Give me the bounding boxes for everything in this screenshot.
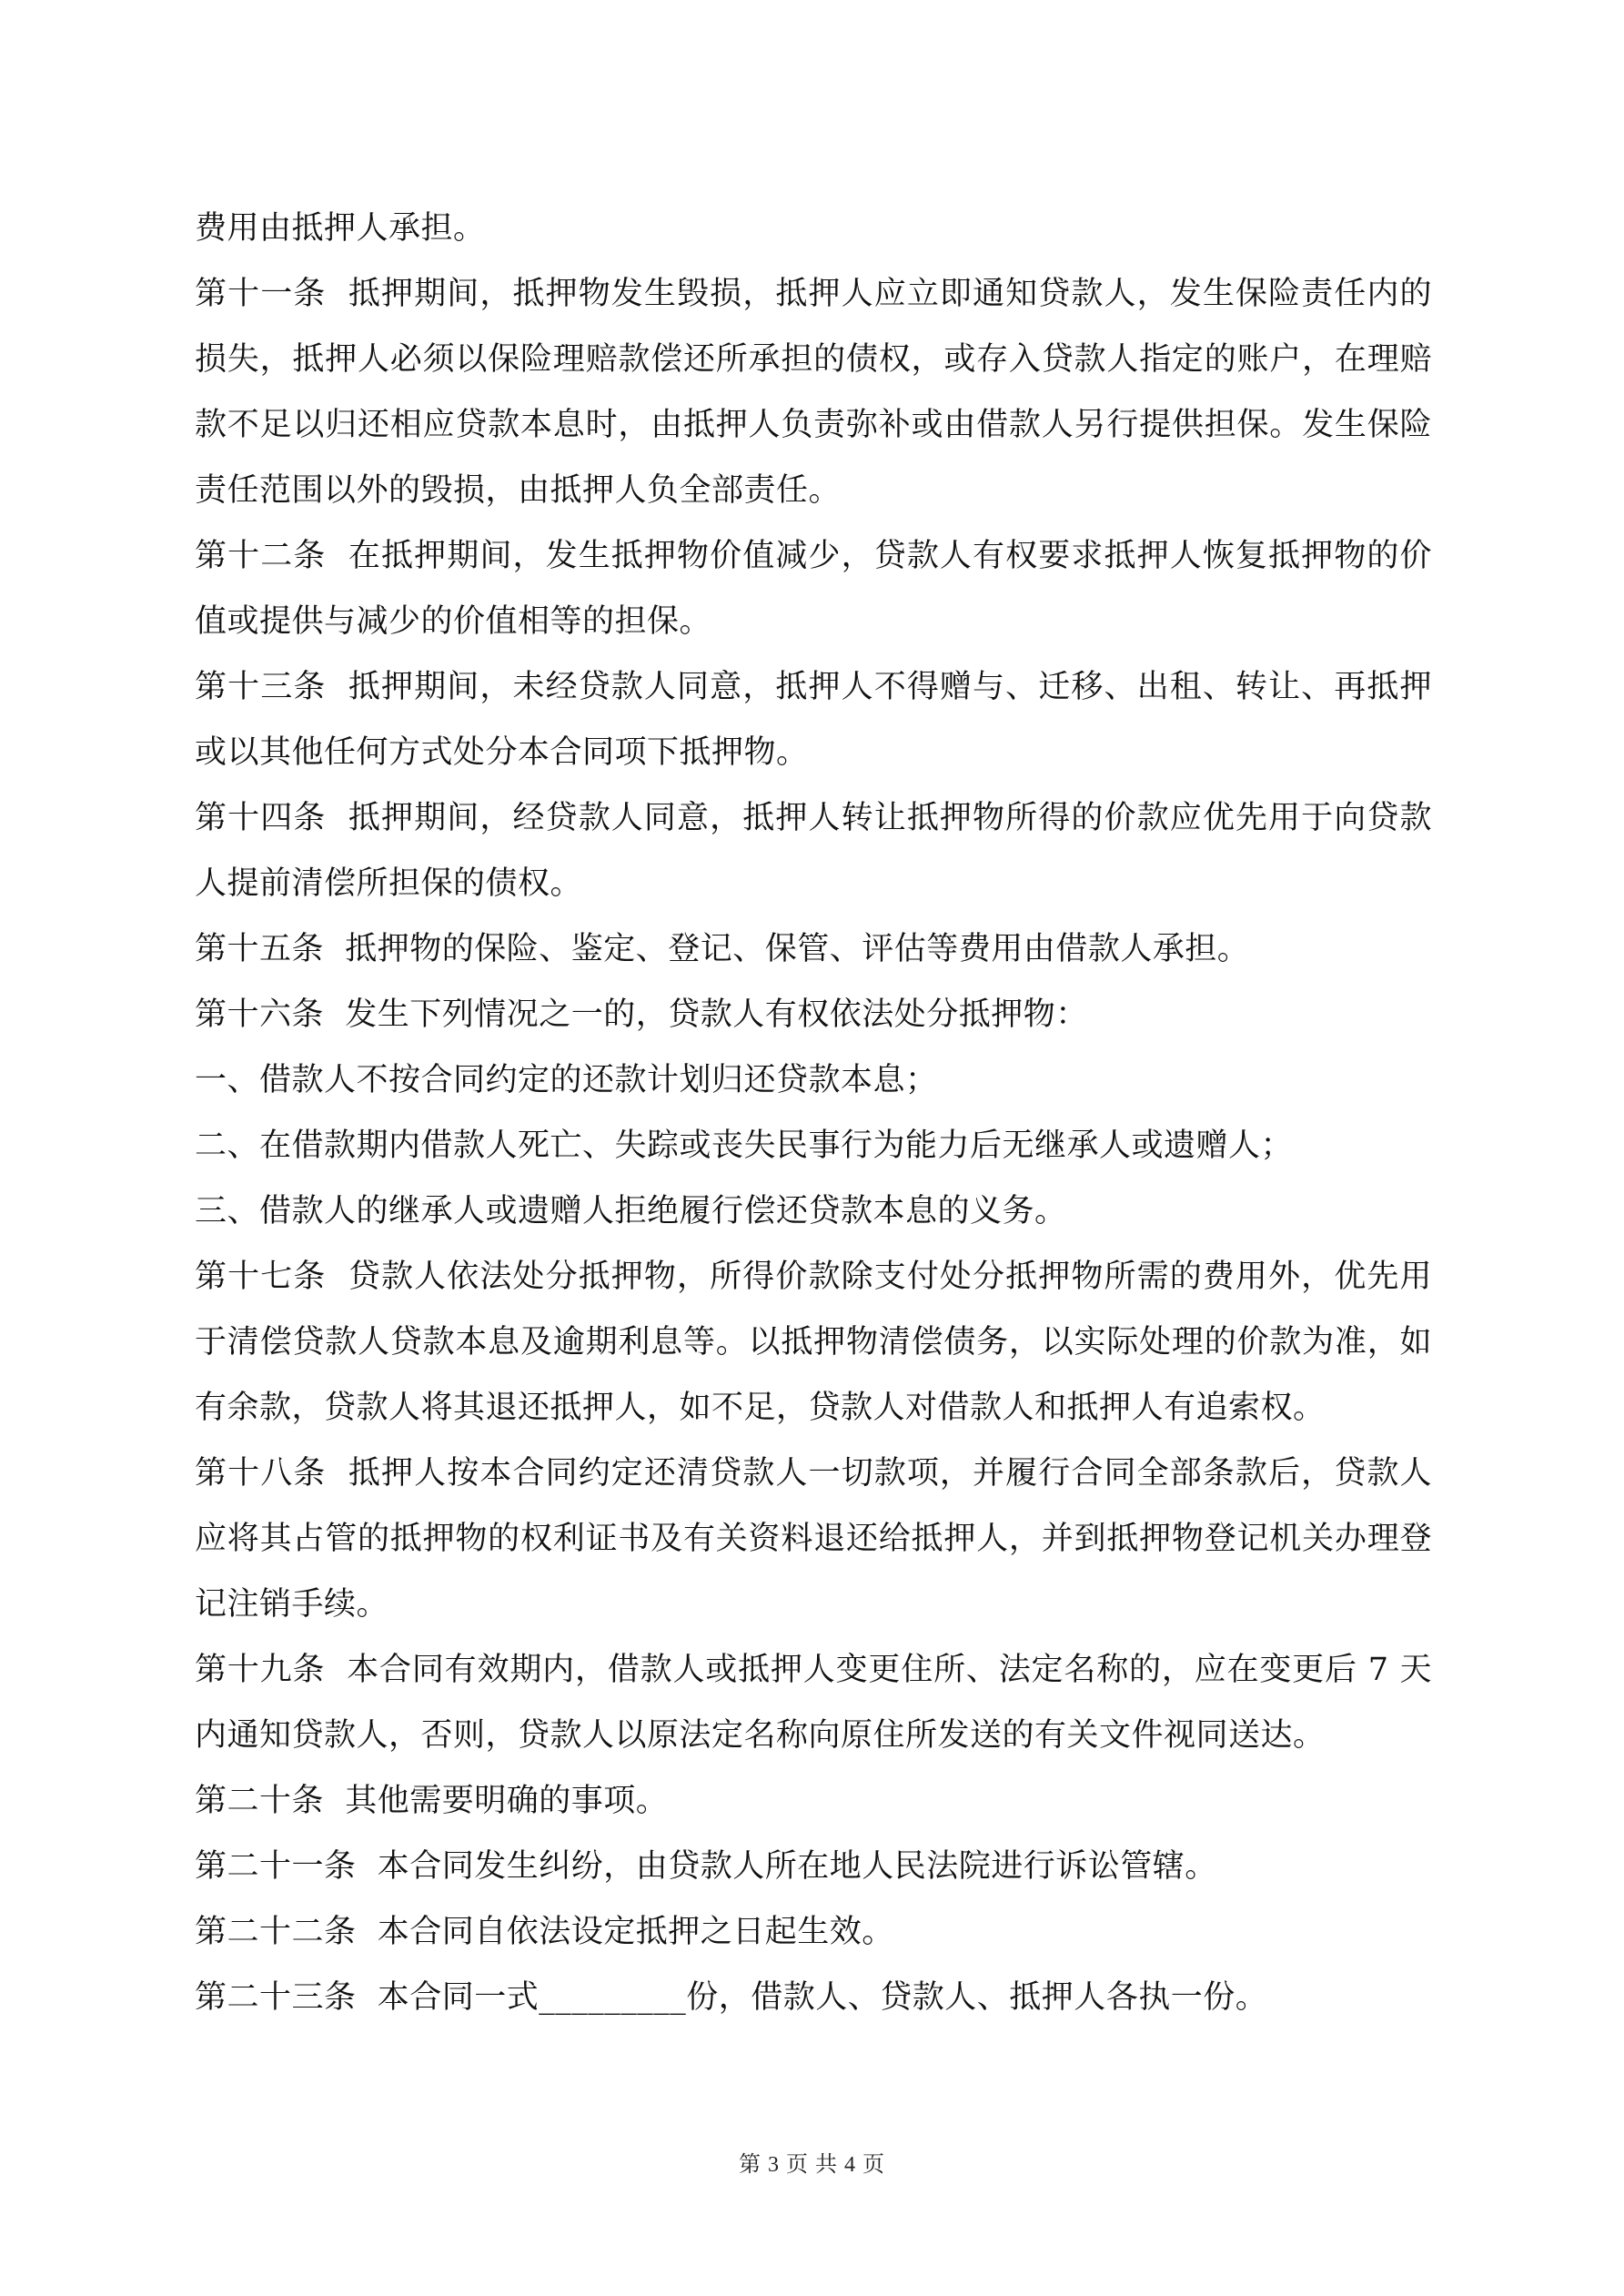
page-number-footer: 第 3 页 共 4 页 bbox=[739, 2153, 885, 2177]
document-body bbox=[195, 196, 1432, 2030]
article-11: 第十一条 抵押期间，抵押物发生毁损，抵押人应立即通知贷款人，发生保险责任内的损失，抵押人必须以保险理赔款偿还所承担的债权，或存入贷款人指定的账户，在理赔款不足以归还相应贷款本息时，由抵押人负责弥补或由借款人另行提供担保。发生保险责任范围以外的毁损，由抵押人负全部责任。 bbox=[195, 276, 1432, 509]
article-21: 第二十一条 本合同发生纠纷，由贷款人所在地人民法院进行诉讼管辖。 bbox=[195, 1848, 1217, 1885]
article-16-item-3: 三、借款人的继承人或遗赠人拒绝履行偿还贷款本息的义务。 bbox=[195, 1193, 1067, 1229]
article-18: 第十八条 抵押人按本合同约定还清贷款人一切款项，并履行合同全部条款后，贷款人应将其占管的抵押物的权利证书及有关资料退还给抵押人，并到抵押物登记机关办理登记注销手续。 bbox=[195, 1455, 1432, 1623]
article-23: 第二十三条 本合同一式_________份，借款人、贷款人、抵押人各执一份。 bbox=[195, 1979, 1268, 2016]
article-16-item-2: 二、在借款期内借款人死亡、失踪或丧失民事行为能力后无继承人或遗赠人； bbox=[195, 1128, 1294, 1164]
article-13: 第十三条 抵押期间，未经贷款人同意，抵押人不得赠与、迁移、出租、转让、再抵押或以其他任何方式处分本合同项下抵押物。 bbox=[195, 669, 1432, 771]
article-19: 第十九条 本合同有效期内，借款人或抵押人变更住所、法定名称的，应在变更后 7 天内通知贷款人，否则，贷款人以原法定名称向原住所发送的有关文件视同送达。 bbox=[195, 1652, 1432, 1754]
article-15: 第十五条 抵押物的保险、鉴定、登记、保管、评估等费用由借款人承担。 bbox=[195, 931, 1250, 967]
article-22: 第二十二条 本合同自依法设定抵押之日起生效。 bbox=[195, 1914, 894, 1950]
article-16: 第十六条 发生下列情况之一的，贷款人有权依法处分抵押物： bbox=[195, 996, 1088, 1033]
article-20: 第二十条 其他需要明确的事项。 bbox=[195, 1783, 669, 1819]
article-12: 第十二条 在抵押期间，发生抵押物价值减少，贷款人有权要求抵押人恢复抵押物的价值或提供与减少的价值相等的担保。 bbox=[195, 538, 1432, 640]
paragraph-continuation: 费用由抵押人承担。 bbox=[195, 210, 486, 247]
article-14: 第十四条 抵押期间，经贷款人同意，抵押人转让抵押物所得的价款应优先用于向贷款人提前清偿所担保的债权。 bbox=[195, 800, 1432, 902]
article-17: 第十七条 贷款人依法处分抵押物，所得价款除支付处分抵押物所需的费用外，优先用于清偿贷款人贷款本息及逾期利息等。以抵押物清偿债务，以实际处理的价款为准，如有余款，贷款人将其退还抵押人，如不足，贷款人对借款人和抵押人有追索权。 bbox=[195, 1259, 1432, 1426]
article-16-item-1: 一、借款人不按合同约定的还款计划归还贷款本息； bbox=[195, 1062, 938, 1098]
